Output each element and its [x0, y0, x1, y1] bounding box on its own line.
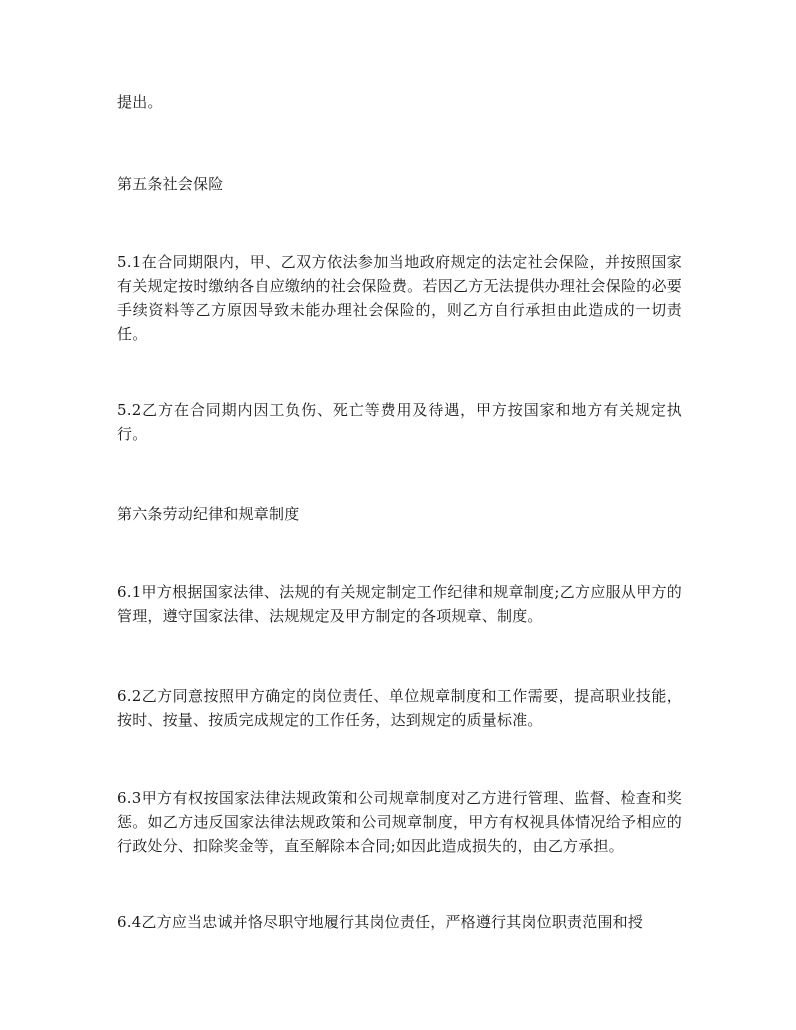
- clause-5-1: 5.1在合同期限内，甲、乙双方依法参加当地政府规定的法定社会保险，并按照国家有关规定按时缴纳各自应缴纳的社会保险费。若因乙方无法提供办理社会保险的必要手续资料等乙方原因导致未能办理社会保险的，则乙方自行承担由此造成的一切责任。: [117, 253, 682, 343]
- clause-6-3: 6.3甲方有权按国家法律法规政策和公司规章制度对乙方进行管理、监督、检查和奖惩。如乙方违反国家法律法规政策和公司规章制度，甲方有权视具体情况给予相应的行政处分、扣除奖金等，直至解除本合同;如因此造成损失的，由乙方承担。: [117, 789, 682, 855]
- clause-6-1: 6.1甲方根据国家法律、法规的有关规定制定工作纪律和规章制度;乙方应服从甲方的管理，遵守国家法律、法规规定及甲方制定的各项规章、制度。: [117, 583, 682, 625]
- clause-6-4: 6.4乙方应当忠诚并恪尽职守地履行其岗位责任，严格遵行其岗位职责范围和授: [117, 913, 644, 931]
- article-5-heading: 第五条社会保险: [117, 175, 224, 193]
- article-6-heading: 第六条劳动纪律和规章制度: [117, 505, 300, 523]
- paragraph-continuation: 提出。: [117, 93, 163, 111]
- clause-6-2: 6.2乙方同意按照甲方确定的岗位责任、单位规章制度和工作需要，提高职业技能，按时、按量、按质完成规定的工作任务，达到规定的质量标准。: [117, 687, 682, 729]
- clause-5-2: 5.2乙方在合同期内因工负伤、死亡等费用及待遇，甲方按国家和地方有关规定执行。: [117, 401, 682, 443]
